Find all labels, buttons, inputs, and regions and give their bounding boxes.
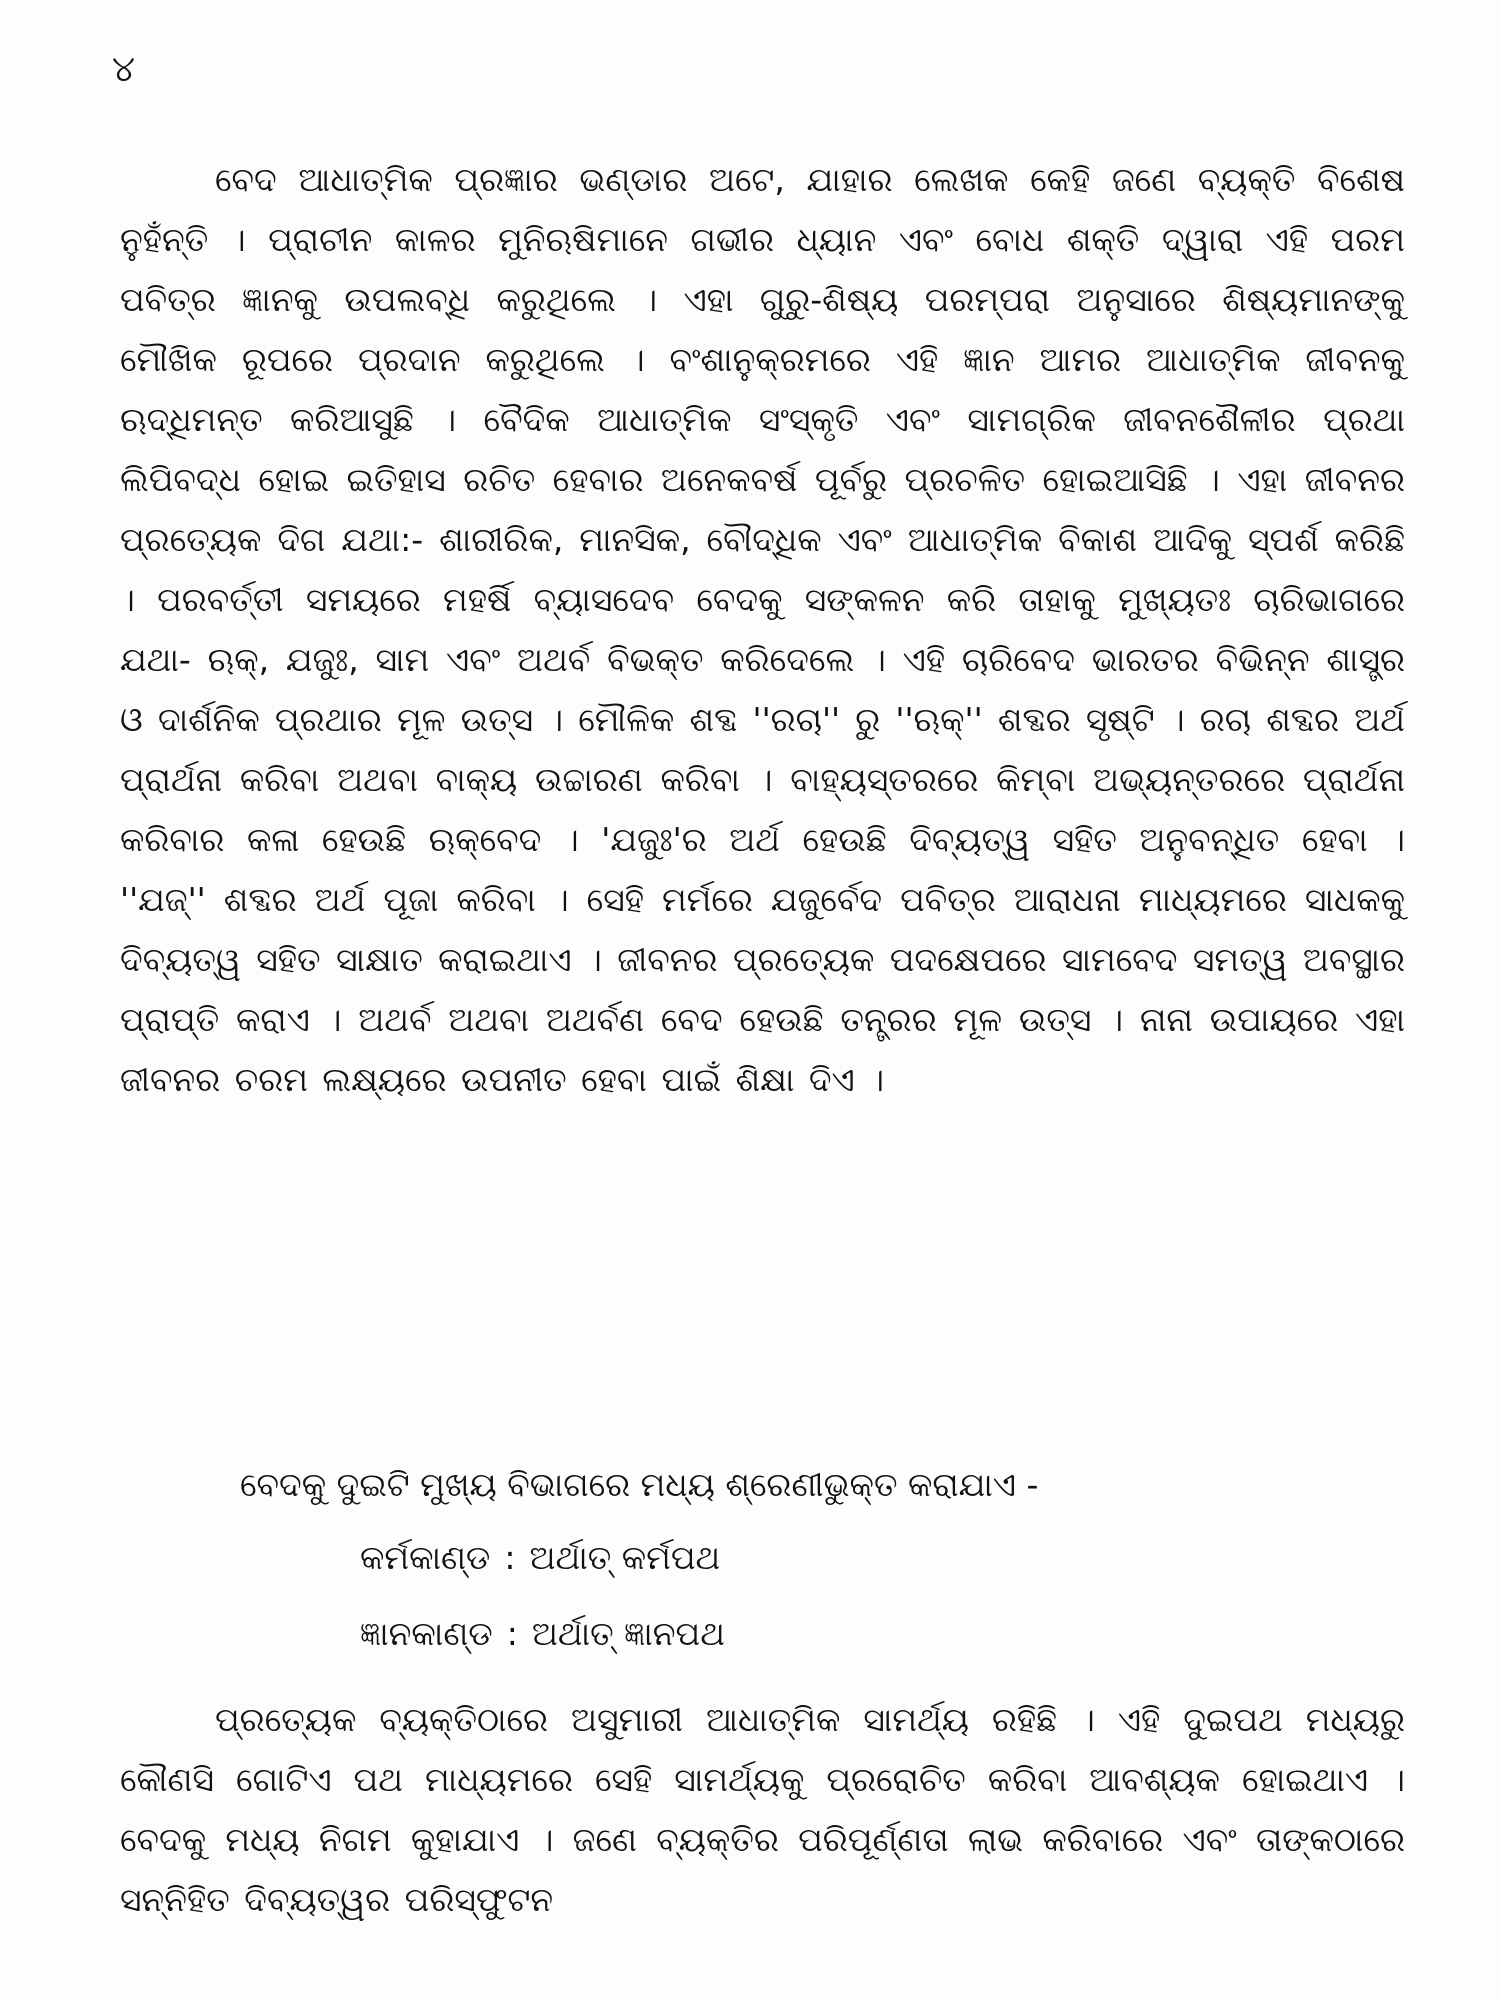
classification-meaning: ଅର୍ଥାତ୍ ଜ୍ଞାନପଥ: [531, 1614, 725, 1653]
body-text-block-1: [120, 150, 1405, 1110]
classification-separator: :: [504, 1538, 516, 1577]
body-text-block-2: [120, 1690, 1405, 1930]
classification-term: କର୍ମକାଣ୍ଡ: [360, 1538, 491, 1577]
classification-separator: :: [506, 1614, 518, 1653]
paragraph-spiritual-potential: ପ୍ରତ୍ୟେକ ବ୍ୟକ୍ତିଠାରେ ଅସୁମାରୀ ଆଧାତ୍ମିକ ସାମର୍ଥ୍ୟ ରହିଛି । ଏହି ଦୁଇପଥ ମଧ୍ୟରୁ କୌଣସି ଗୋଟିଏ ପଥ ମାଧ୍ୟମରେ ସେହି ସାମର୍ଥ୍ୟକୁ ପ୍ରରୋଚିତ କରିବା ଆବଶ୍ୟକ ହୋଇଥାଏ । ବେଦକୁ ମଧ୍ୟ ନିଗମ କୁହାଯାଏ । ଜଣେ ବ୍ୟକ୍ତିର ପରିପୂର୍ଣ୍ଣତା ଲାଭ କରିବାରେ ଏବଂ ତାଙ୍କଠାରେ ସନ୍ନିହିତ ଦିବ୍ୟତ୍ୱର ପରିସ୍ଫୁଟନ: [120, 1700, 1405, 1919]
paragraph-veda-introduction: ବେଦ ଆଧାତ୍ମିକ ପ୍ରଜ୍ଞାର ଭଣ୍ଡାର ଅଟେ, ଯାହାର ଲେଖକ କେହି ଜଣେ ବ୍ୟକ୍ତି ବିଶେଷ ନୁହଁନ୍ତି । ପ୍ରାଚୀନ କାଳର ମୁନିଋଷିମାନେ ଗଭୀର ଧ୍ୟାନ ଏବଂ ବୋଧ ଶକ୍ତି ଦ୍ୱାରା ଏହି ପରମ ପବିତ୍ର ଜ୍ଞାନକୁ ଉପଲବ୍ଧି କରୁଥିଲେ । ଏହା ଗୁରୁ-ଶିଷ୍ୟ ପରମ୍ପରା ଅନୁସାରେ ଶିଷ୍ୟମାନଙ୍କୁ ମୌଖିକ ରୂପରେ ପ୍ରଦାନ କରୁଥିଲେ । ବଂଶାନୁକ୍ରମରେ ଏହି ଜ୍ଞାନ ଆମର ଆଧାତ୍ମିକ ଜୀବନକୁ ଋଦ୍ଧିମନ୍ତ କରିଆସୁଛି । ବୈଦିକ ଆଧାତ୍ମିକ ସଂସ୍କୃତି ଏବଂ ସାମଗ୍ରିକ ଜୀବନଶୈଳୀର ପ୍ରଥା ଲିପିବଦ୍ଧ ହୋଇ ଇତିହାସ ରଚିତ ହେବାର ଅନେକବର୍ଷ ପୂର୍ବରୁ ପ୍ରଚଳିତ ହୋଇଆସିଛି । ଏହା ଜୀବନର ପ୍ରତ୍ୟେକ ଦିଗ ଯଥା:- ଶାରୀରିକ, ମାନସିକ, ବୌଦ୍ଧିକ ଏବଂ ଆଧାତ୍ମିକ ବିକାଶ ଆଦିକୁ ସ୍ପର୍ଶ କରିଛି । ପରବର୍ତ୍ତୀ ସମୟରେ ମହର୍ଷି ବ୍ୟାସଦେବ ବେଦକୁ ସଙ୍କଳନ କରି ତାହାକୁ ମୁଖ୍ୟତଃ ଚାରିଭାଗରେ ଯଥା- ଋକ୍, ଯଜୁଃ, ସାମ ଏବଂ ଅଥର୍ବ ବିଭକ୍ତ କରିଦେଲେ । ଏହି ଚାରିବେଦ ଭାରତର ବିଭିନ୍ନ ଶାସ୍ତ୍ର ଓ ଦାର୍ଶନିକ ପ୍ରଥାର ମୂଳ ଉତ୍ସ । ମୌଳିକ ଶବ୍ଦ ''ରଚା'' ରୁ ''ଋକ୍'' ଶବ୍ଦର ସୃଷ୍ଟି । ରଚା ଶବ୍ଦର ଅର୍ଥ ପ୍ରାର୍ଥନା କରିବା ଅଥବା ବାକ୍ୟ ଉଚ୍ଚାରଣ କରିବା । ବାହ୍ୟସ୍ତରରେ କିମ୍ବା ଅଭ୍ୟନ୍ତରରେ ପ୍ରାର୍ଥନା କରିବାର କଳା ହେଉଛି ଋକ୍‌ବେଦ । 'ଯଜୁଃ'ର ଅର୍ଥ ହେଉଛି ଦିବ୍ୟତ୍ୱ ସହିତ ଅନୁବନ୍ଧିତ ହେବା । ''ଯଜ୍'' ଶବ୍ଦର ଅର୍ଥ ପୂଜା କରିବା । ସେହି ମର୍ମରେ ଯଜୁର୍ବେଦ ପବିତ୍ର ଆରାଧନା ମାଧ୍ୟମରେ ସାଧକକୁ ଦିବ୍ୟତ୍ୱ ସହିତ ସାକ୍ଷାତ କରାଇଥାଏ । ଜୀବନର ପ୍ରତ୍ୟେକ ପଦକ୍ଷେପରେ ସାମବେଦ ସମତ୍ୱ ଅବସ୍ଥାର ପ୍ରାପ୍ତି କରାଏ । ଅଥର୍ବ ଅଥବା ଅଥର୍ବଣ ବେଦ ହେଉଛି ତନ୍ତ୍ରର ମୂଳ ଉତ୍ସ । ନାନା ଉପାୟରେ ଏହା ଜୀବନର ଚରମ ଲକ୍ଷ୍ୟରେ ଉପନୀତ ହେବା ପାଇଁ ଶିକ୍ଷା ଦିଏ ।: [120, 160, 1405, 1099]
classification-term: ଜ୍ଞାନକାଣ୍ଡ: [360, 1614, 493, 1653]
classification-meaning: ଅର୍ଥାତ୍ କର୍ମପଥ: [529, 1538, 721, 1577]
classification-item-jnanakanda: [360, 1604, 725, 1664]
classification-intro: ବେଦକୁ ଦୁଇଟି ମୁଖ୍ୟ ବିଭାଗରେ ମଧ୍ୟ ଶ୍ରେଣୀଭୁକ୍ତ କରାଯାଏ -: [240, 1465, 1039, 1504]
page-number: ୪: [112, 49, 136, 90]
classification-item-karmakanda: [360, 1528, 720, 1588]
